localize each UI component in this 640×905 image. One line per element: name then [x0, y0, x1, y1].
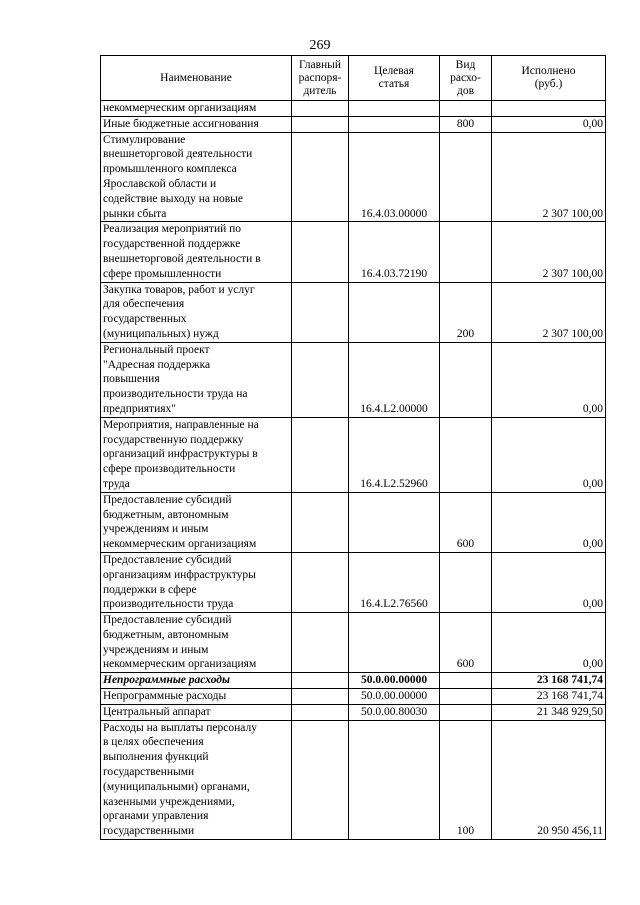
cell-name [101, 101, 292, 117]
cell-name-line: Мероприятия, направленные на [103, 418, 259, 431]
cell-ispolneno: 2 307 100,00 [492, 282, 606, 342]
cell-celevaya [349, 116, 440, 132]
cell-name-line: внешнеторговой деятельности [103, 148, 253, 161]
cell-celevaya: 16.4.L2.00000 [349, 342, 440, 417]
cell-name [101, 282, 292, 342]
cell-ispolneno: 0,00 [492, 342, 606, 417]
header-glavny-line: распоря- [298, 71, 342, 84]
header-vid-line: расхо- [450, 71, 481, 84]
cell-name-line: Предоставление субсидий [103, 614, 232, 627]
header-vid-line: Вид [455, 58, 476, 71]
table-row [101, 492, 606, 552]
cell-name-line: Предоставление субсидий [103, 553, 232, 566]
table-row [101, 342, 606, 417]
cell-vid [440, 101, 492, 117]
cell-glavny [292, 720, 349, 839]
cell-ispolneno: 0,00 [492, 116, 606, 132]
cell-name-line: некоммерческим организациям [103, 658, 257, 671]
cell-name [101, 689, 292, 705]
cell-vid [440, 689, 492, 705]
cell-ispolneno: 2 307 100,00 [492, 222, 606, 282]
cell-name-line: предприятиях" [103, 402, 176, 415]
cell-name-line: органами управления [103, 810, 209, 823]
cell-name-line: "Адресная поддержка [103, 358, 211, 371]
header-glavny-line: Главный [298, 58, 342, 71]
cell-name-line: Непрограммные расходы [103, 674, 230, 687]
cell-glavny [292, 492, 349, 552]
cell-glavny [292, 222, 349, 282]
cell-glavny [292, 613, 349, 673]
table-row [101, 282, 606, 342]
table-row [101, 417, 606, 492]
cell-name-line: Реализация мероприятий по [103, 223, 242, 236]
header-glavny [292, 56, 349, 101]
cell-name-line: учреждениям и иным [103, 523, 209, 536]
cell-name-line: сфере производительности [103, 463, 236, 476]
table-row [101, 613, 606, 673]
cell-celevaya [349, 720, 440, 839]
cell-ispolneno: 0,00 [492, 552, 606, 612]
cell-name-line: бюджетным, автономным [103, 508, 229, 521]
cell-name-line: государственных [103, 313, 187, 326]
cell-vid [440, 222, 492, 282]
cell-vid [440, 417, 492, 492]
cell-name-line: производительности труда на [103, 388, 248, 401]
cell-name-line: в целях обеспечения [103, 736, 204, 749]
cell-name-line: государственными [103, 825, 195, 838]
cell-celevaya: 16.4.03.00000 [349, 132, 440, 222]
cell-name-line: некоммерческим организациям [103, 102, 257, 114]
cell-name-line: сфере промышленности [103, 267, 222, 280]
cell-glavny [292, 704, 349, 720]
cell-name-line: Предоставление субсидий [103, 493, 232, 506]
cell-name-line: государственную поддержку [103, 433, 244, 446]
cell-celevaya: 50.0.00.00000 [349, 689, 440, 705]
cell-name [101, 552, 292, 612]
cell-vid [440, 342, 492, 417]
cell-name [101, 417, 292, 492]
cell-name-line: бюджетным, автономным [103, 628, 229, 641]
cell-name [101, 222, 292, 282]
cell-name [101, 492, 292, 552]
cell-glavny [292, 689, 349, 705]
cell-celevaya: 16.4.03.72190 [349, 222, 440, 282]
cell-vid: 200 [440, 282, 492, 342]
cell-ispolneno: 20 950 456,11 [492, 720, 606, 839]
cell-name-line: некоммерческим организациям [103, 538, 257, 551]
cell-celevaya [349, 101, 440, 117]
cell-name-line: казенными учреждениями, [103, 795, 235, 808]
cell-name-line: Ярославской области и [103, 177, 217, 190]
cell-name-line: государственными [103, 766, 195, 779]
cell-name-line: организаций инфраструктуры в [103, 448, 258, 461]
cell-vid [440, 673, 492, 689]
table-row [101, 116, 606, 132]
cell-vid [440, 704, 492, 720]
cell-name-line: Непрограммные расходы [103, 690, 227, 703]
table-header-row [101, 56, 606, 101]
cell-ispolneno: 23 168 741,74 [492, 673, 606, 689]
cell-ispolneno: 0,00 [492, 417, 606, 492]
table-row [101, 222, 606, 282]
cell-glavny [292, 101, 349, 117]
cell-name [101, 720, 292, 839]
table-row [101, 101, 606, 117]
header-celevaya [349, 56, 440, 101]
header-name: Наименование [101, 56, 292, 101]
cell-vid [440, 552, 492, 612]
cell-name-line: для обеспечения [103, 298, 185, 311]
header-celevaya-line: статья [378, 78, 410, 90]
table-row [101, 673, 606, 689]
cell-name-line: Центральный аппарат [103, 705, 211, 718]
expenditure-table [100, 55, 606, 840]
cell-name [101, 342, 292, 417]
cell-name-line: Расходы на выплаты персоналу [103, 721, 257, 734]
header-vid-line: дов [456, 84, 475, 97]
page-number: 269 [309, 38, 331, 53]
cell-celevaya: 16.4.L2.52960 [349, 417, 440, 492]
cell-glavny [292, 282, 349, 342]
header-celevaya-line: Целевая [374, 65, 414, 77]
table-row [101, 132, 606, 222]
cell-glavny [292, 552, 349, 612]
cell-ispolneno: 0,00 [492, 492, 606, 552]
cell-celevaya [349, 282, 440, 342]
cell-glavny [292, 132, 349, 222]
cell-ispolneno: 0,00 [492, 613, 606, 673]
cell-vid: 800 [440, 116, 492, 132]
cell-celevaya [349, 613, 440, 673]
cell-name-line: промышленного комплекса [103, 163, 237, 176]
cell-glavny [292, 417, 349, 492]
cell-name-line: государственной поддержке [103, 238, 241, 251]
cell-name-line: организациям инфраструктуры [103, 568, 256, 581]
cell-name-line: Стимулирование [103, 133, 186, 146]
table-row [101, 704, 606, 720]
cell-name-line: содействие выходу на новые [103, 192, 243, 205]
cell-name [101, 613, 292, 673]
cell-vid: 600 [440, 613, 492, 673]
table-body [101, 101, 606, 840]
cell-name-line: производительности труда [103, 598, 234, 611]
cell-name-line: Региональный проект [103, 343, 210, 356]
cell-name-line: выполнения функций [103, 751, 209, 764]
header-glavny-line: дитель [303, 84, 337, 97]
cell-name-line: (муниципальных) нужд [103, 327, 219, 340]
cell-name-line: внешнеторговой деятельности в [103, 252, 261, 265]
cell-celevaya [349, 492, 440, 552]
cell-name [101, 116, 292, 132]
header-ispolneno-line: (руб.) [534, 78, 563, 90]
cell-name-line: труда [103, 477, 130, 490]
cell-vid: 100 [440, 720, 492, 839]
header-vid [440, 56, 492, 101]
table-row [101, 552, 606, 612]
cell-celevaya: 50.0.00.80030 [349, 704, 440, 720]
cell-name-line: учреждениям и иным [103, 643, 209, 656]
header-ispolneno-line: Исполнено [521, 65, 576, 77]
cell-name-line: повышения [103, 373, 160, 386]
cell-ispolneno: 2 307 100,00 [492, 132, 606, 222]
cell-vid [440, 132, 492, 222]
cell-glavny [292, 342, 349, 417]
cell-name [101, 673, 292, 689]
cell-name [101, 704, 292, 720]
header-ispolneno [492, 56, 606, 101]
table-row [101, 720, 606, 839]
cell-name-line: поддержки в сфере [103, 583, 197, 596]
cell-name [101, 132, 292, 222]
cell-name-line: (муниципальными) органами, [103, 780, 250, 793]
table-row [101, 689, 606, 705]
cell-glavny [292, 673, 349, 689]
cell-celevaya: 50.0.00.00000 [349, 673, 440, 689]
cell-celevaya: 16.4.L2.76560 [349, 552, 440, 612]
cell-ispolneno [492, 101, 606, 117]
cell-vid: 600 [440, 492, 492, 552]
cell-ispolneno: 21 348 929,50 [492, 704, 606, 720]
cell-name-line: Иные бюджетные ассигнования [103, 117, 259, 130]
cell-name-line: рынки сбыта [103, 207, 167, 220]
cell-name-line: Закупка товаров, работ и услуг [103, 283, 255, 296]
cell-ispolneno: 23 168 741,74 [492, 689, 606, 705]
cell-glavny [292, 116, 349, 132]
